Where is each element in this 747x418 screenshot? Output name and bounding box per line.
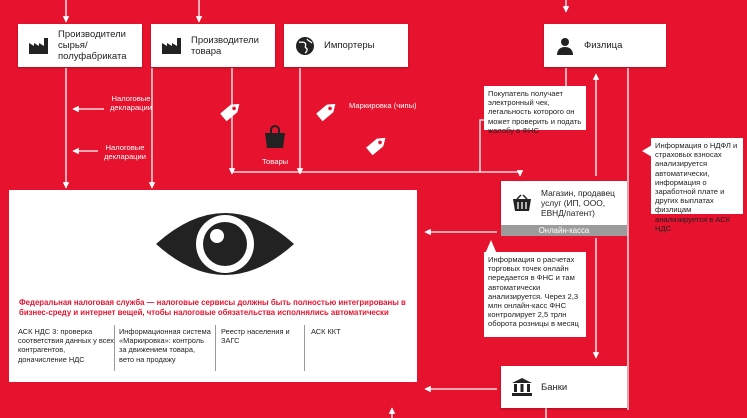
factory-icon: [26, 37, 52, 55]
banks-label: Банки: [541, 381, 568, 393]
tax-declarations-label-1: Налоговые декларации: [110, 94, 152, 113]
fns-title: Федеральная налоговая служба — налоговые сервисы должны быть полностью интегрированы в бизнес-среду и интернет вещей, чтобы налоговые обязательства исполнялись автоматически: [19, 298, 406, 317]
producers-raw-label: Производители сырья/полуфабриката: [58, 29, 127, 62]
goods-label: Товары: [262, 157, 289, 166]
fns-column-population-registry: Реестр населения и ЗАГС: [221, 327, 290, 346]
arrow-to-tax-label-2: [70, 146, 100, 156]
ndfl-callout: Информация о НДФЛ и страховых взносах анализируется автоматически, информация о заработной плате и других выплатах физлицам анализируется в АСК НДС: [651, 138, 743, 214]
fns-column-divider: [215, 325, 216, 371]
eye-icon: [154, 204, 296, 284]
arrow-to-tax-label-1: [70, 104, 106, 114]
fns-column-ask-kkt: АСК ККТ: [311, 327, 341, 336]
fns-column-marking-system: Информационная система «Маркировка»: контроль за движением товара, вето на продажу: [119, 327, 211, 364]
online-kassa-bar: Онлайн-касса: [501, 225, 627, 236]
person-icon: [552, 37, 578, 55]
producers-raw-box: [18, 24, 142, 67]
individual-box: [544, 24, 666, 67]
globe-icon: [292, 36, 318, 56]
fns-column-ask-nds: АСК НДС 3: проверка соответствия данных у всех контрагентов, доначисление НДС: [18, 327, 114, 364]
producers-goods-box: [151, 24, 275, 67]
importers-label: Импортеры: [324, 40, 375, 51]
fns-column-divider: [304, 325, 305, 371]
price-tag-icon: [362, 130, 392, 160]
shop-label: Магазин, продавец услуг (ИП, ООО, ЕВНД/патент): [541, 188, 615, 218]
marking-label: Маркировка (чипы): [349, 101, 417, 110]
factory-icon: [159, 37, 185, 55]
receipt-callout: Покупатель получает электронный чек, легальность которого он может проверить и подать жалобу в ФНС: [484, 86, 586, 130]
price-tag-icon: [216, 96, 246, 126]
importers-box: [284, 24, 408, 67]
bag-icon: [262, 124, 288, 150]
shop-box: [501, 181, 627, 225]
banks-box: [501, 366, 627, 408]
arrow-goods-to-shop: [232, 172, 520, 176]
settlements-callout: Информация о расчетах торговых точек онлайн передается в ФНС и там автоматически анализируется. Через 2,3 млн онлайн-касс ФНС контролирует 2,5 трлн оборота розницы в месяц: [484, 252, 586, 337]
fns-column-divider: [114, 325, 115, 371]
bank-icon: [509, 378, 535, 396]
producers-goods-label: Производители товара: [191, 34, 259, 57]
individual-label: Физлица: [584, 40, 623, 51]
tax-declarations-label-2: Налоговые декларации: [104, 143, 146, 162]
fns-box: [9, 190, 417, 382]
arrow-to-ndfl-callout: [636, 145, 652, 157]
arrow-to-settlements-callout: [485, 240, 497, 254]
basket-icon: [509, 194, 535, 212]
price-tag-icon: [312, 96, 342, 126]
